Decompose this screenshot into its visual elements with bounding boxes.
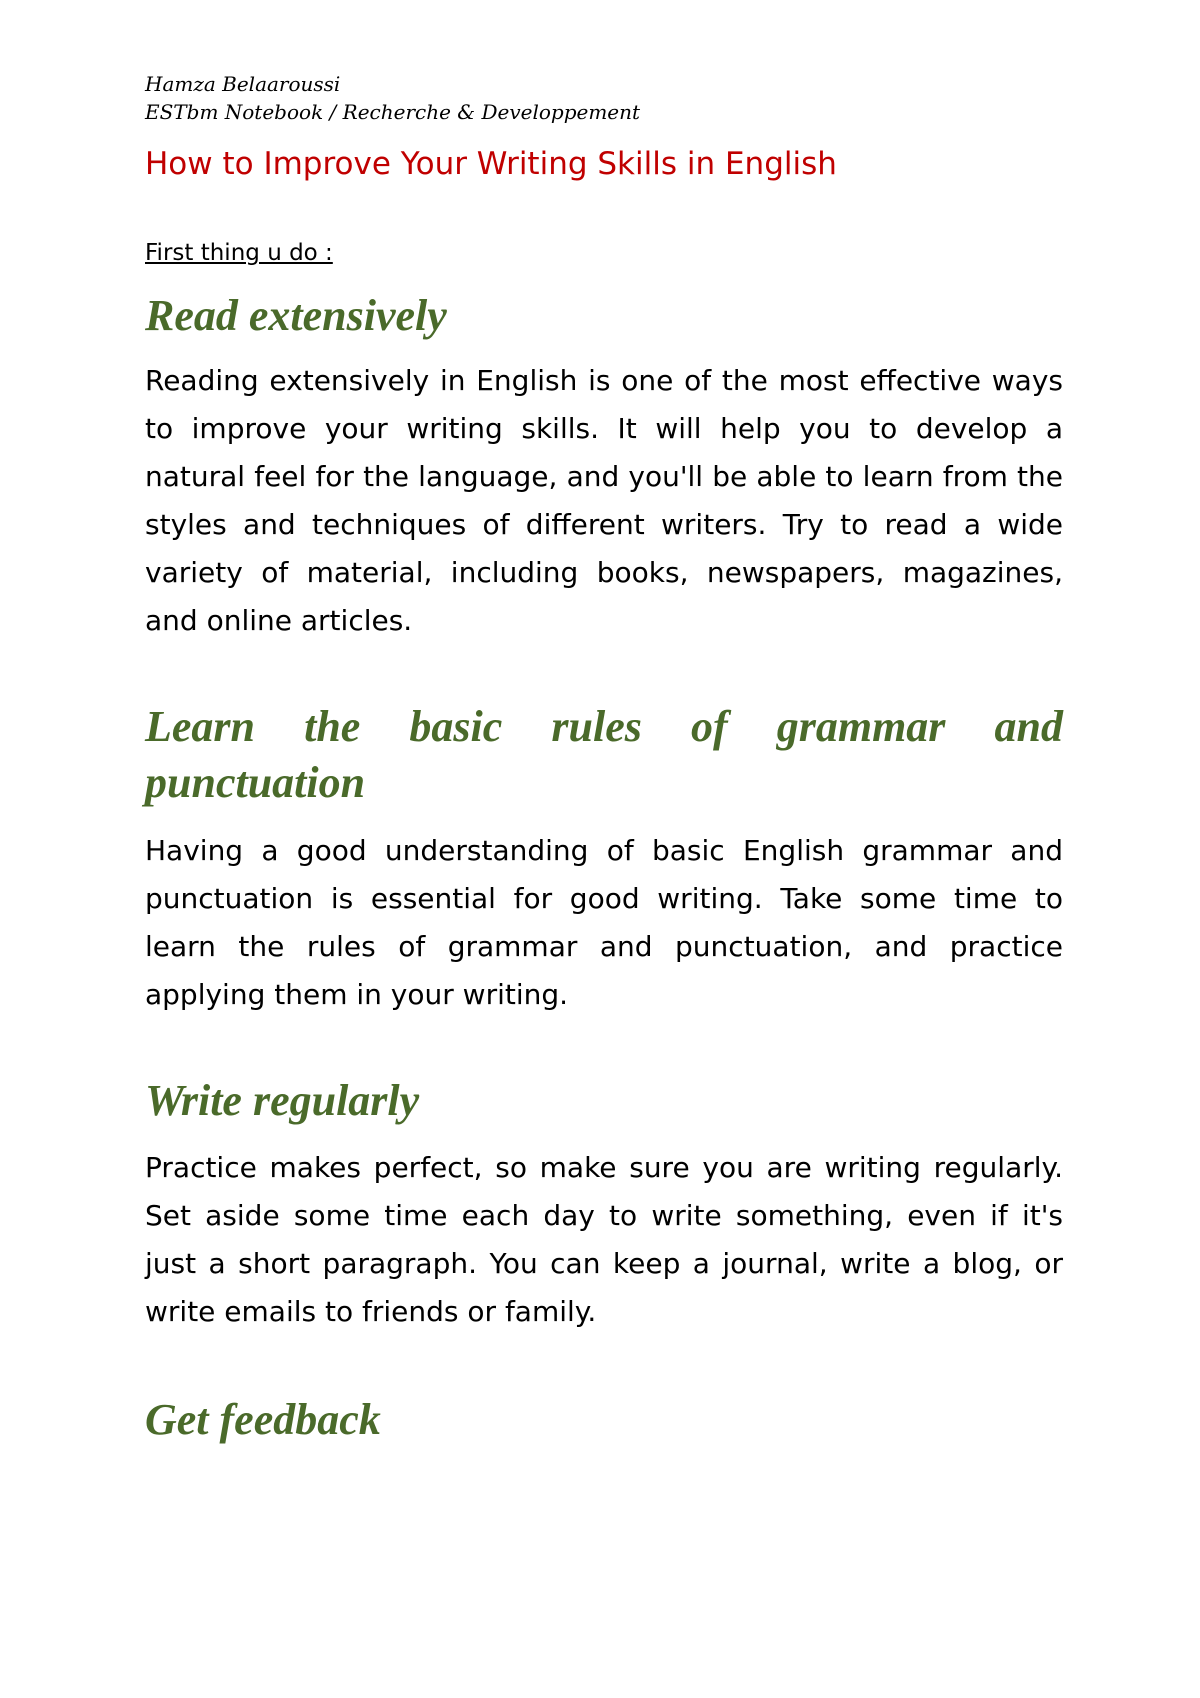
- author-affiliation: ESTbm Notebook / Recherche & Developpement: [145, 100, 641, 124]
- document-title: How to Improve Your Writing Skills in English: [145, 146, 837, 182]
- intro-label: First thing u do :: [145, 240, 333, 266]
- section-body-read-extensively: Reading extensively in English is one of the most effective ways to improve your writing skills. It will help you to develop a natural feel for the language, and you'll be able to learn from the styles and techniques of different writers. Try to read a wide variety of material, including books, newspapers, magazines, and online articles.: [145, 364, 1063, 637]
- author-name: Hamza Belaaroussi: [145, 72, 341, 96]
- document-content: [145, 70, 1063, 1448]
- section-body-write-regularly: Practice makes perfect, so make sure you are writing regularly. Set aside some time each day to write something, even if it's just a short paragraph. You can keep a journal, write a blog, or write emails to friends or family.: [145, 1151, 1063, 1328]
- section-body-grammar: Having a good understanding of basic English grammar and punctuation is essential for good writing. Take some time to learn the rules of grammar and punctuation, and practice applying them in your writing.: [145, 834, 1063, 1011]
- section-heading-grammar: Learn the basic rules of grammar and punctuation: [145, 702, 1063, 807]
- section-heading-write-regularly: Write regularly: [145, 1076, 420, 1125]
- section-heading-get-feedback: Get feedback: [145, 1395, 381, 1444]
- section-heading-read-extensively: Read extensively: [145, 291, 447, 340]
